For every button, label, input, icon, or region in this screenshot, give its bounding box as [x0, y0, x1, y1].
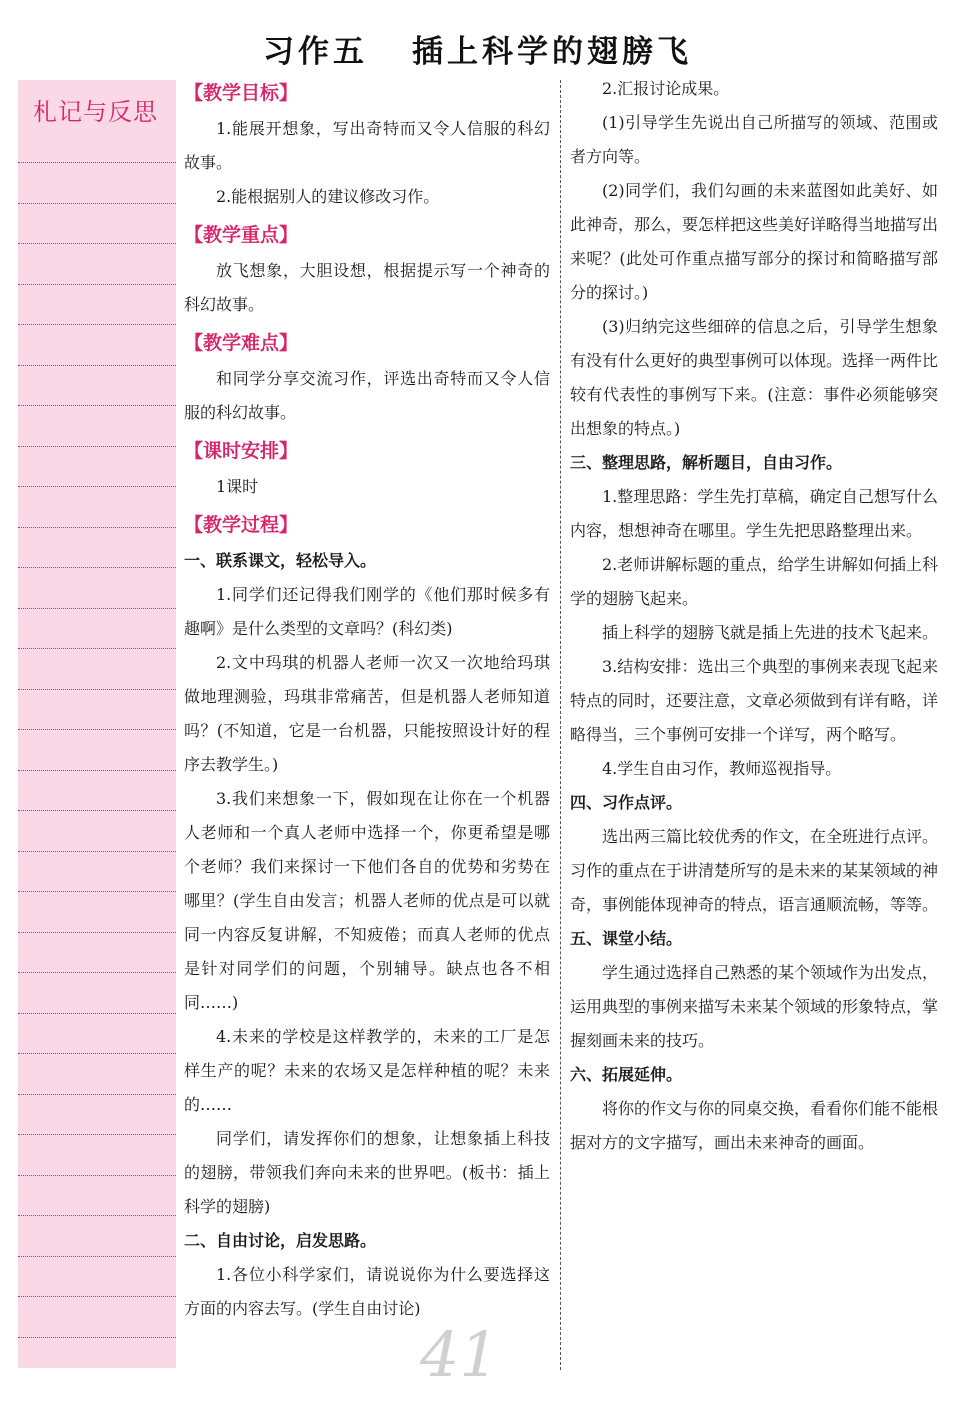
notes-line: [18, 608, 176, 609]
notes-sidebar: [18, 80, 176, 1368]
step3-item: 2.老师讲解标题的重点，给学生讲解如何插上科学的翅膀飞起来。: [570, 555, 938, 608]
notes-line: [18, 1256, 176, 1257]
notes-line: [18, 324, 176, 325]
notes-line: [18, 162, 176, 163]
page-number: 41: [420, 1318, 499, 1391]
notes-line: [18, 1296, 176, 1297]
right-column: [570, 72, 938, 1160]
notes-line: [18, 1337, 176, 1338]
step1-item: 4.未来的学校是这样教学的，未来的工厂是怎样生产的呢？未来的农场又是怎样种植的呢？未来的……: [184, 1027, 550, 1114]
notes-line: [18, 567, 176, 568]
notes-line: [18, 405, 176, 406]
step2-item: 2.汇报讨论成果。: [602, 79, 730, 98]
notes-line: [18, 284, 176, 285]
notes-line: [18, 203, 176, 204]
difficulty-text: 和同学分享交流习作，评选出奇特而又令人信服的科幻故事。: [184, 369, 550, 422]
schedule-text: 1课时: [216, 477, 259, 496]
process-heading: 【教学过程】: [184, 514, 299, 536]
goal-item: 1.能展开想象，写出奇特而又令人信服的科幻故事。: [184, 119, 550, 172]
step3-item: 插上科学的翅膀飞就是插上先进的技术飞起来。: [602, 623, 939, 642]
notes-line: [18, 729, 176, 730]
step5-text: 学生通过选择自己熟悉的某个领域作为出发点，运用典型的事例来描写未来某个领域的形象特点，掌握刻画未来的技巧。: [570, 963, 939, 1050]
step2-item: (3)归纳完这些细碎的信息之后，引导学生想象有没有什么更好的典型事例可以体现。选择一两件比较有代表性的事例写下来。(注意：事件必须能够突出想象的特点。): [570, 317, 939, 438]
key-text: 放飞想象，大胆设想，根据提示写一个神奇的科幻故事。: [184, 261, 550, 314]
notes-line: [18, 972, 176, 973]
notes-line: [18, 527, 176, 528]
notes-line: [18, 365, 176, 366]
notes-line: [18, 1013, 176, 1014]
notes-line: [18, 486, 176, 487]
step4-text: 选出两三篇比较优秀的作文，在全班进行点评。习作的重点在于讲清楚所写的是未来的某某领域的神奇，事例能体现神奇的特点，语言通顺流畅，等等。: [570, 827, 939, 914]
step1-item: 1.同学们还记得我们刚学的《他们那时候多有趣啊》是什么类型的文章吗？(科幻类): [184, 585, 550, 638]
notes-line: [18, 770, 176, 771]
notes-line: [18, 1134, 176, 1135]
step3-item: 3.结构安排：选出三个典型的事例来表现飞起来特点的同时，还要注意，文章必须做到有详有略，详略得当，三个事例可安排一个详写，两个略写。: [570, 657, 939, 744]
step3-title: 三、整理思路，解析题目，自由习作。: [570, 453, 843, 472]
notes-line: [18, 1094, 176, 1095]
step2-item: (2)同学们，我们勾画的未来蓝图如此美好、如此神奇，那么，要怎样把这些美好详略得当地描写出来呢？(此处可作重点描写部分的探讨和简略描写部分的探讨。): [570, 181, 939, 302]
step2-item: (1)引导学生先说出自己所描写的领域、范围或者方向等。: [570, 113, 938, 166]
step3-item: 1.整理思路：学生先打草稿，确定自己想写什么内容，想想神奇在哪里。学生先把思路整理出来。: [570, 487, 938, 540]
notes-line: [18, 243, 176, 244]
notes-line: [18, 1175, 176, 1176]
notes-line: [18, 689, 176, 690]
step4-title: 四、习作点评。: [570, 793, 683, 812]
step6-title: 六、拓展延伸。: [570, 1065, 683, 1084]
notes-line: [18, 891, 176, 892]
sidebar-title: 札记与反思: [33, 98, 158, 126]
page-title: [0, 26, 955, 71]
column-divider: [560, 80, 561, 1370]
left-column: [184, 72, 550, 1326]
notes-line: [18, 1053, 176, 1054]
step1-item: 同学们，请发挥你们的想象，让想象插上科技的翅膀，带领我们奔向未来的世界吧。(板书：插上科学的翅膀): [184, 1129, 550, 1216]
step5-title: 五、课堂小结。: [570, 929, 683, 948]
step2-title: 二、自由讨论，启发思路。: [184, 1231, 377, 1250]
step1-title: 一、联系课文，轻松导入。: [184, 551, 377, 570]
notes-line: [18, 932, 176, 933]
key-heading: 【教学重点】: [184, 224, 299, 246]
notes-line: [18, 851, 176, 852]
notes-line: [18, 446, 176, 447]
title-part-1: 习作五: [263, 34, 368, 70]
title-part-2: 插上科学的翅膀飞: [412, 34, 692, 70]
goals-heading: 【教学目标】: [184, 82, 299, 104]
step1-item: 2.文中玛琪的机器人老师一次又一次地给玛琪做地理测验，玛琪非常痛苦，但是机器人老师知道吗？(不知道，它是一台机器，只能按照设计好的程序去教学生。): [184, 653, 550, 774]
notes-line: [18, 648, 176, 649]
step6-text: 将你的作文与你的同桌交换，看看你们能不能根据对方的文字描写，画出未来神奇的画面。: [570, 1099, 939, 1152]
step2-item: 1.各位小科学家们，请说说你为什么要选择这方面的内容去写。(学生自由讨论): [184, 1265, 550, 1318]
notes-line: [18, 1215, 176, 1216]
schedule-heading: 【课时安排】: [184, 440, 299, 462]
goal-item: 2.能根据别人的建议修改习作。: [216, 187, 440, 206]
difficulty-heading: 【教学难点】: [184, 332, 299, 354]
step3-item: 4.学生自由习作，教师巡视指导。: [602, 759, 842, 778]
step1-item: 3.我们来想象一下，假如现在让你在一个机器人老师和一个真人老师中选择一个，你更希望是哪个老师？我们来探讨一下他们各自的优势和劣势在哪里？(学生自由发言；机器人老师的优点是可以就同一内容反复讲解，不知疲倦；而真人老师的优点是针对同学们的问题，个别辅导。缺点也各不相同……): [184, 789, 550, 1012]
notes-line: [18, 810, 176, 811]
